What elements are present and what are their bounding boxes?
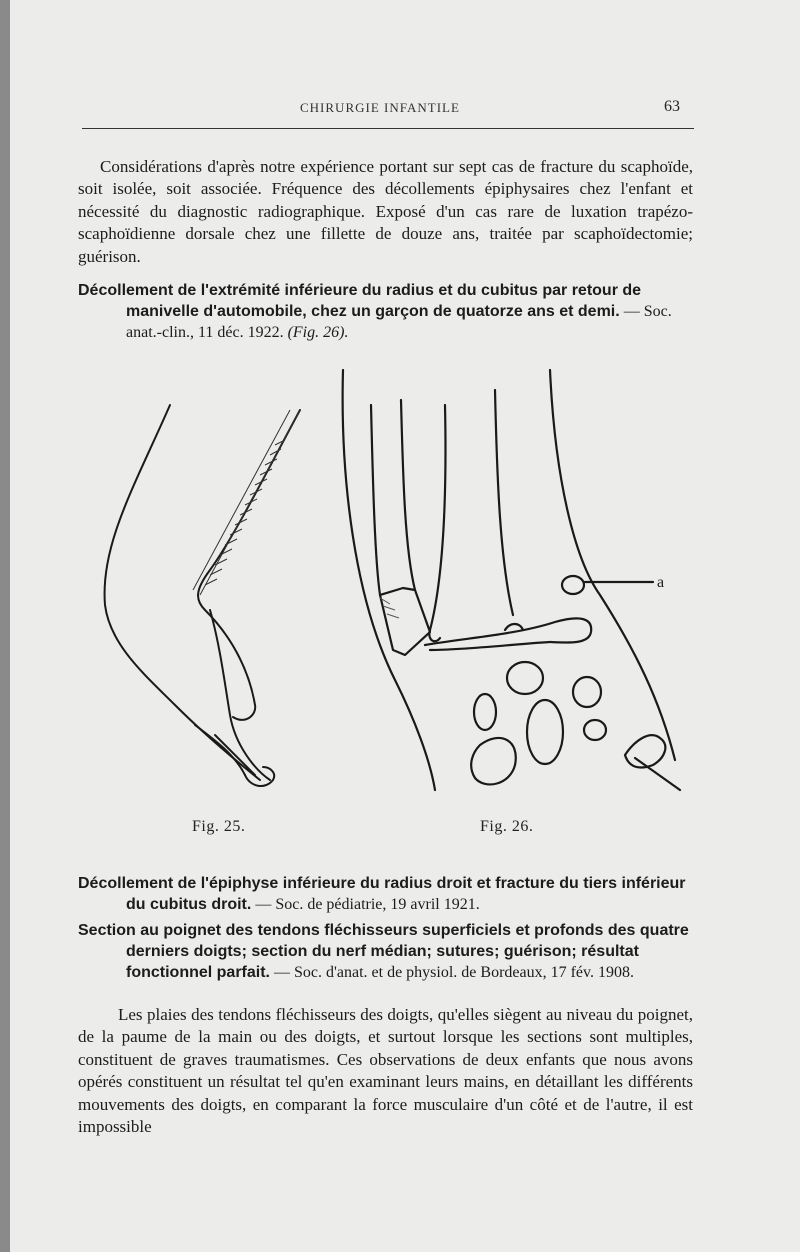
figure-26-label-a: a	[657, 574, 665, 591]
entry-2-reference: — Soc. de pédiatrie, 19 avril 1921.	[255, 896, 480, 913]
header-rule	[82, 128, 694, 129]
entry-3-title: Section au poignet des tendons fléchisseurs superficiels et profonds des quatre derniers doigts; section du nerf médian; sutures; guérison; résultat fonctionnel parfait.	[78, 922, 689, 981]
running-head: CHIRURGIE INFANTILE	[300, 100, 460, 115]
body-paragraph: Les plaies des tendons fléchisseurs des doigts, qu'elles siègent au niveau du poignet, de la paume de la main ou des doigts, et surtout lorsque les sections sont multiples, constituent de graves traumatismes. Ces observations de deux enfants que nous avons opérés constituent un résultat tel qu'en examinant leurs mains, en détaillant les différents mouvements des doigts, en comparant la force musculaire d'un côté et de l'autre, il est impossible	[78, 1005, 693, 1137]
page-number: 63	[664, 98, 680, 115]
entry-2-title: Décollement de l'épiphyse inférieure du radius droit et fracture du tiers inférieur du cubitus droit.	[78, 875, 686, 913]
entry-1-title: Décollement de l'extrémité inférieure du radius et du cubitus par retour de manivelle d'automobile, chez un garçon de quatorze ans et demi.	[78, 282, 642, 320]
figure-25-hand-drawing	[95, 395, 315, 795]
figure-26-caption: Fig. 26.	[480, 818, 534, 835]
entry-1	[78, 280, 695, 343]
entry-3	[78, 920, 695, 983]
entry-1-reference: — Soc. anat.-clin., 11 déc. 1922.	[126, 303, 672, 341]
figure-25-caption: Fig. 25.	[192, 818, 246, 835]
intro-paragraph: Considérations d'après notre expérience portant sur sept cas de fracture du scaphoïde, soit isolée, soit associée. Fréquence des décollements épiphysaires chez l'enfant et nécessité du diagnostic radiographique. Exposé d'un cas rare de luxation trapézo-scaphoïdienne dorsale chez une fillette de douze ans, traitée par scaphoïdectomie; guérison.	[78, 157, 693, 266]
entry-3-reference: — Soc. d'anat. et de physiol. de Bordeaux, 17 fév. 1908.	[274, 964, 634, 981]
entry-1-figure-ref: (Fig. 26).	[287, 324, 349, 341]
figure-26-wrist-drawing	[335, 360, 695, 800]
entry-2	[78, 873, 695, 915]
